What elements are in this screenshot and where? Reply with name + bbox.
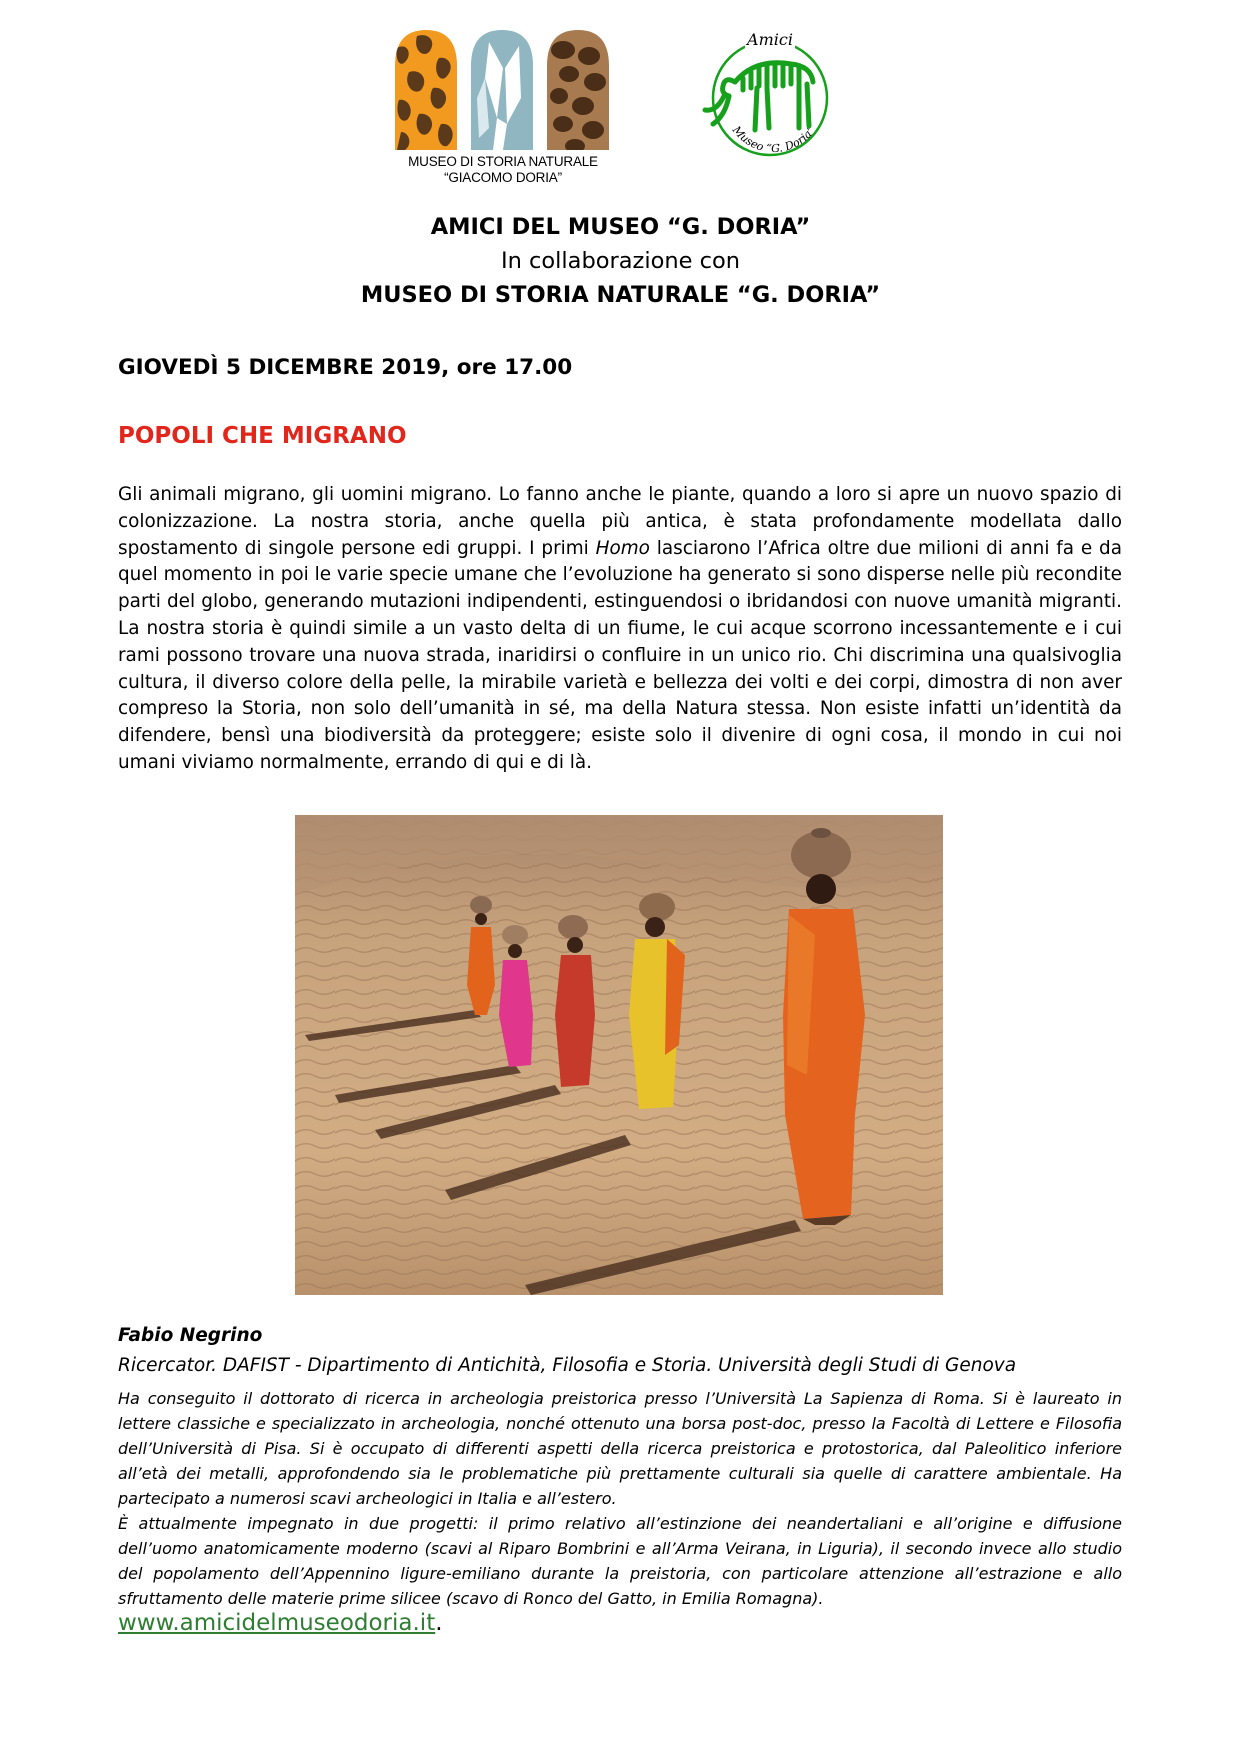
organizer-title: AMICI DEL MUSEO “G. DORIA”	[430, 214, 811, 240]
partner-title: MUSEO DI STORIA NATURALE “G. DORIA”	[360, 282, 881, 308]
mammoth-skeleton-icon	[695, 20, 845, 170]
speaker-bio-paragraph-1: Ha conseguito il dottorato di ricerca in archeologia preistorica presso l’Università La Sapienza di Roma. Si è laureato in lettere classiche e specializzato in archeologia, nonché ottenuto una borsa post-doc, presso la Facoltà di Lettere e Filosofia dell’Università di Pisa. Si è occupato di differenti aspetti della ricerca preistorica e protostorica, dal Paleolitico inferiore all’età dei metalli, approfondendo sia le problematiche più prettamente culturali sia quelle di carattere ambientale. Ha partecipato a numerosi scavi archeologici in Italia e all’estero.	[118, 1389, 1122, 1508]
event-title: POPOLI CHE MIGRANO	[118, 423, 407, 449]
museum-caption-line2: “GIACOMO DORIA”	[444, 170, 562, 185]
event-header	[0, 210, 1241, 312]
amici-top-text: Amici	[747, 30, 793, 49]
footer-website	[118, 1610, 443, 1636]
amici-bottom-text: Museo “G. Doria”	[729, 123, 819, 156]
event-description	[118, 482, 1122, 777]
svg-text:Museo “G. Doria”	[729, 123, 818, 155]
description-part2: lasciarono l’Africa oltre due milioni di anni fa e da quel momento in poi le varie specie umane che l’evoluzione ha generato si sono disperse nelle più recondite parti del globo, generando mutazioni indipendenti, estinguendosi o ibridandosi con nuove umanità migranti. La nostra storia è quindi simile a un vasto delta di un fiume, le cui acque scorrono incessantemente e i cui rami possono trovare una nuova strada, inaridirsi o confluire in un unico rio. Chi discrimina una qualsivoglia cultura, il diverso colore della pelle, la mirabile varietà e bellezza dei volti e dei corpi, dimostra di non aver compreso la Storia, non solo dell’umanità in sé, ma della Natura stessa. Non esiste infatti un’identità da difendere, bensì una biodiversità da proteggere; esiste solo il divenire di ogni cosa, il mondo in cui noi umani viviamo normalmente, errando di qui e di là.	[118, 537, 1122, 773]
museum-caption-line1: MUSEO DI STORIA NATURALE	[408, 154, 598, 169]
collaboration-line: In collaborazione con	[500, 248, 741, 274]
logo-bar	[0, 20, 1241, 190]
event-date: GIOVEDÌ 5 DICEMBRE 2019, ore 17.00	[118, 355, 573, 380]
speaker-name: Fabio Negrino	[118, 1325, 263, 1346]
museum-logo	[393, 28, 613, 188]
desert-photo	[295, 815, 943, 1295]
website-suffix: .	[435, 1610, 443, 1636]
museum-arches-icon	[393, 28, 613, 152]
description-italic: Homo	[595, 537, 650, 559]
description-part1: Gli animali migrano, gli uomini migrano. Lo fanno anche le piante, quando a loro si apre un nuovo spazio di colonizzazione. La nostra storia, anche quella più antica, è stata profondamente modellata dallo spostamento di singole persone edi gruppi. I primi	[118, 484, 1122, 559]
speaker-role: Ricercator. DAFIST - Dipartimento di Antichità, Filosofia e Storia. Università degli Studi di Genova	[118, 1355, 1017, 1376]
speaker-bio-paragraph-2: È attualmente impegnato in due progetti: il primo relativo all’estinzione dei neandertaliani e all’origine e diffusione dell’uomo anatomicamente moderno (scavi al Riparo Bombrini e all’Arma Veirana, in Liguria), il secondo invece allo studio del popolamento dell’Appennino ligure-emiliano durante la preistoria, con particolare attenzione all’estrazione e allo sfruttamento delle materie prime silicee (scavo di Ronco del Gatto, in Emilia Romagna).	[118, 1514, 1122, 1608]
website-link[interactable]: www.amicidelmuseodoria.it	[118, 1610, 436, 1636]
amici-logo	[695, 20, 845, 170]
speaker-bio	[118, 1386, 1122, 1611]
museum-logo-caption	[393, 154, 613, 186]
